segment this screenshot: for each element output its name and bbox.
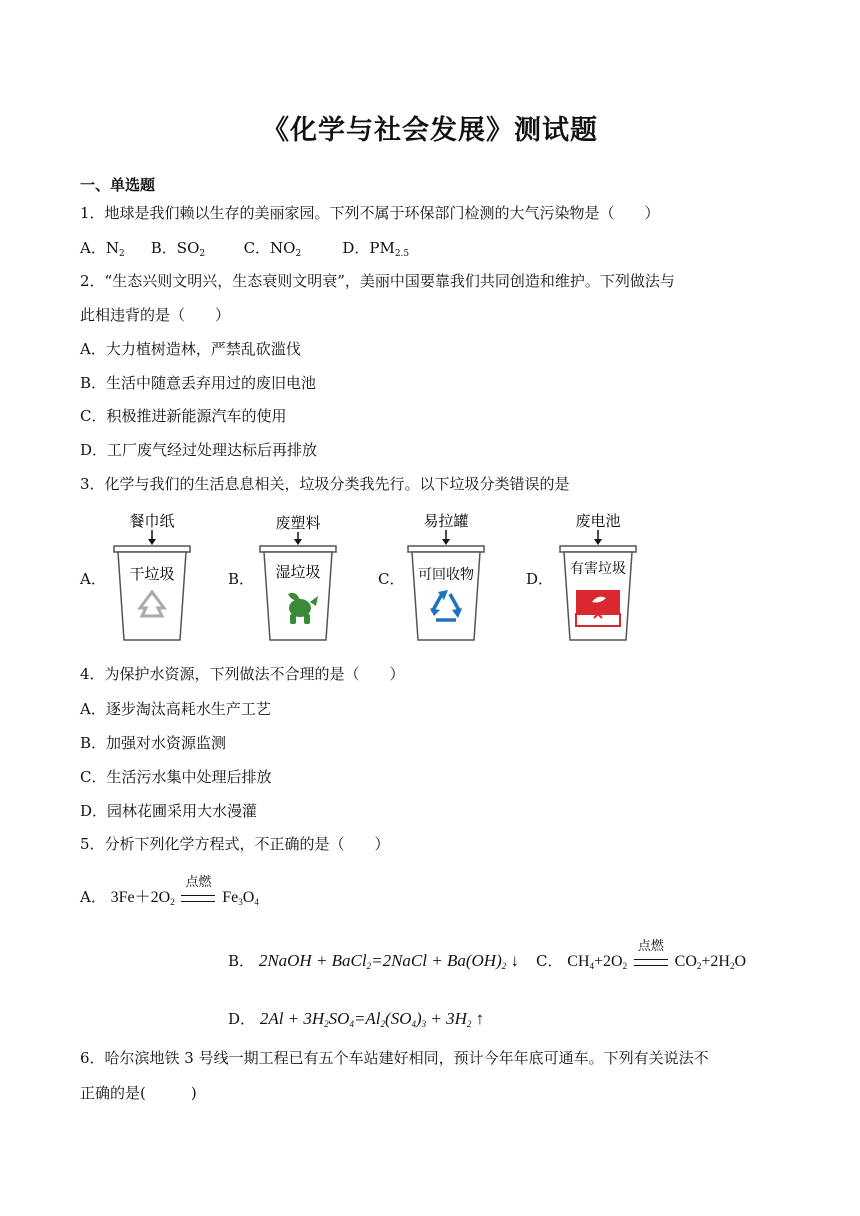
q5-option-b[interactable]: B． 2NaOH + BaCl$_2$=2NaCl + $Ba(OH)_2$ ↓ [228,951,519,971]
q5-option-d[interactable]: D． $2Al + 3H_2SO_4=Al_2(SO_4)_3 + 3H_2$ ↑ [228,1009,485,1029]
q3-option-b-bin[interactable] [250,510,346,646]
q3-option-c-bin[interactable] [398,510,494,646]
q2-option-d[interactable]: D．工厂废气经过处理达标后再排放 [80,441,318,459]
q2-option-b[interactable]: B．生活中随意丢弃用过的废旧电池 [80,374,317,392]
q4-option-d[interactable]: D．园林花圃采用大水漫灌 [80,802,258,820]
q4-option-a[interactable]: A．逐步淘汰高耗水生产工艺 [80,700,271,718]
section-heading: 一、单选题 [80,176,156,194]
q3-option-d-letter[interactable]: D． [526,570,554,588]
q1-option-b[interactable]: B．$SO_2$ [150,239,206,259]
q3-option-b-letter[interactable]: B． [228,570,255,588]
q3-option-a-bin[interactable] [104,510,200,646]
page-title: 《化学与社会发展》测试题 [262,115,598,146]
q4-option-c[interactable]: C．生活污水集中处理后排放 [80,768,272,786]
q1-option-a[interactable]: A．$N_2$ [80,239,125,259]
q3-option-d-bin[interactable] [550,510,646,646]
hazardous-waste-icon [576,590,620,626]
q2-stem-line2: 此相违背的是（ ） [80,306,231,324]
q2-stem-line1: 2．“生态兴则文明兴，生态衰则文明衰”，美丽中国要靠我们共同创造和维护。下列做法与 [80,272,675,290]
bin-item-label: 易拉罐 [423,512,469,530]
bin-item-label: 废电池 [575,512,621,530]
bin-item-label: 餐巾纸 [129,512,175,530]
q5-stem: 5．分析下列化学方程式，不正确的是（ ） [80,835,390,853]
bin-category-label: 湿垃圾 [275,563,321,581]
q2-option-a[interactable]: A．大力植树造林，严禁乱砍滥伐 [80,340,301,358]
q5-option-c[interactable]: C． $CH_4+2O_2$ 点燃 $CO_2+2H_2O$ [536,939,747,971]
q3-option-a-letter[interactable]: A． [80,570,106,588]
q2-option-c[interactable]: C．积极推进新能源汽车的使用 [80,407,287,425]
q1-option-d[interactable]: D．$PM_{2.5}$ [342,239,410,259]
q6-stem-line2: 正确的是( ) [80,1084,197,1102]
q6-stem-line1: 6．哈尔滨地铁 3 号线一期工程已有五个车站建好相同，预计今年年底可通车。下列有关说法不 [80,1049,709,1067]
bin-category-label: 可回收物 [418,567,474,583]
q4-stem: 4．为保护水资源，下列做法不合理的是（ ） [80,665,405,683]
bin-category-label: 干垃圾 [129,565,175,583]
q1-stem: 1．地球是我们赖以生存的美丽家园。下列不属于环保部门检测的大气污染物是（ ） [80,204,660,222]
q4-option-b[interactable]: B．加强对水资源监测 [80,734,227,752]
bin-category-label: 有害垃圾 [570,561,626,577]
bin-item-label: 废塑料 [275,514,321,532]
q1-options [80,237,409,259]
q3-stem: 3．化学与我们的生活息息相关，垃圾分类我先行。以下垃圾分类错误的是 [80,475,570,493]
q5-option-a[interactable]: A． $3Fe+2O_2$ 点燃 $Fe_3O_4$ [80,875,259,907]
q1-option-c[interactable]: C．$NO_2$ [243,239,302,259]
q3-option-c-letter[interactable]: C． [378,570,405,588]
